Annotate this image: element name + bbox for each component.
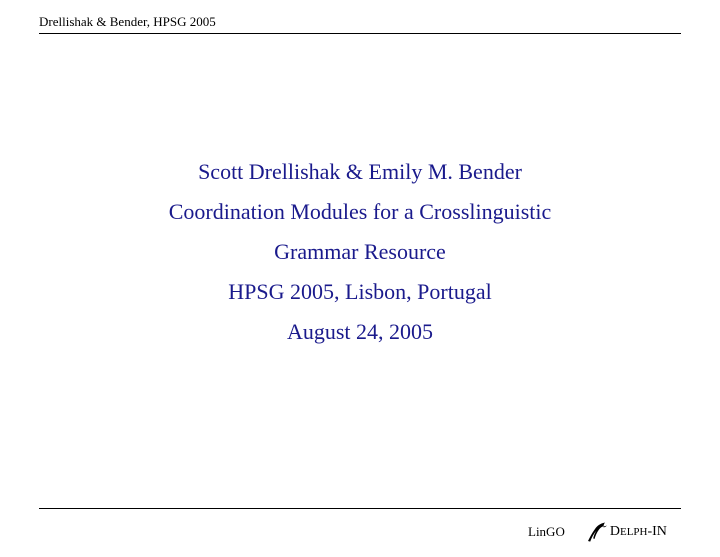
lingo-label: LinGO xyxy=(528,524,565,539)
header-rule xyxy=(39,33,681,34)
delph-smallcaps: ELPH xyxy=(619,526,648,538)
date-line: August 24, 2005 xyxy=(286,319,434,344)
dolphin-icon xyxy=(585,520,609,544)
slide-header: Drellishak & Bender, HPSG 2005 xyxy=(39,14,216,29)
footer-rule xyxy=(39,508,681,509)
venue-line: HPSG 2005, Lisbon, Portugal xyxy=(228,279,492,304)
talk-title-line-1: Coordination Modules for a Crosslinguistic xyxy=(168,199,552,224)
title-block xyxy=(0,152,720,352)
delph-suffix: -IN xyxy=(647,524,667,539)
talk-title-line-2: Grammar Resource xyxy=(274,239,446,264)
authors-line: Scott Drellishak & Emily M. Bender xyxy=(198,159,522,184)
delph-initial: D xyxy=(609,524,620,539)
delph-in-label xyxy=(610,524,667,540)
footer xyxy=(528,518,667,546)
